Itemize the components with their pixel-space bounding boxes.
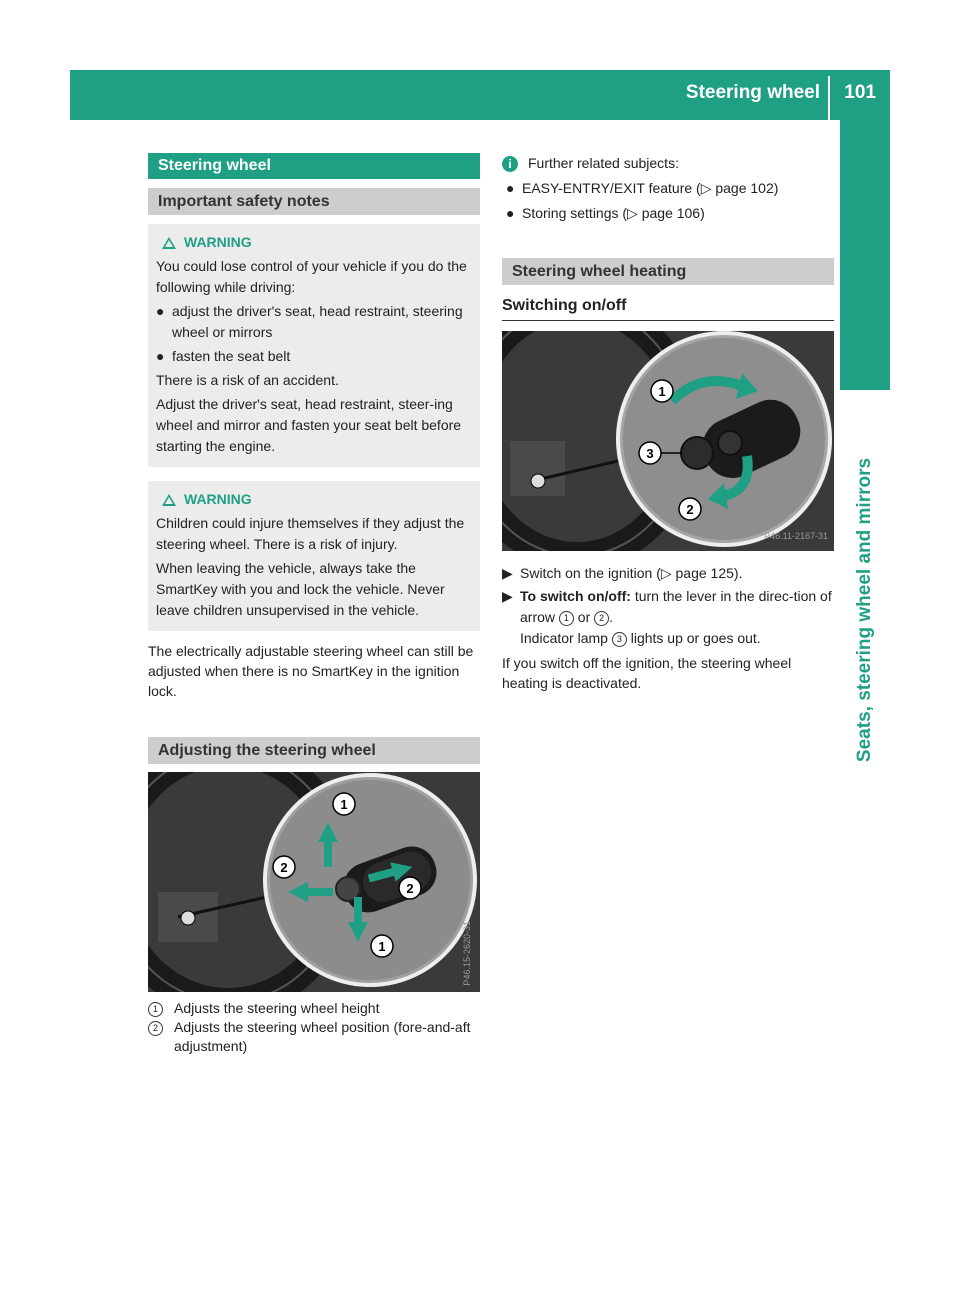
link-easy-entry[interactable]: EASY-ENTRY/EXIT feature (▷ page 102)	[522, 180, 779, 196]
svg-text:3: 3	[646, 446, 654, 461]
warning-text: When leaving the vehicle, always take the SmartKey with you and lock the vehicle. Never leave children unsupervised in the vehicle.	[156, 560, 445, 618]
final-text: If you switch off the ignition, the steering wheel heating is deactivated.	[502, 655, 792, 691]
callout-number: 3	[612, 632, 627, 647]
info-note	[502, 153, 834, 174]
heating-section-title: Steering wheel heating	[502, 258, 834, 285]
link-storing-settings[interactable]: Storing settings (▷ page 106)	[522, 205, 705, 221]
side-tab-marker	[840, 120, 890, 390]
heating-illustration	[502, 331, 834, 551]
bullet-icon: ●	[156, 303, 165, 319]
figure-code: P46.15-2620-31	[462, 921, 472, 986]
list-item: ● adjust the driver's seat, head restraint, steering wheel or mirrors	[156, 301, 472, 343]
step-item	[502, 563, 834, 584]
callout-number: 2	[148, 1021, 163, 1036]
figure-code: P46.11-2167-31	[764, 531, 828, 541]
step-arrow-icon: ▶	[502, 565, 513, 581]
svg-text:1: 1	[658, 384, 666, 399]
right-column	[502, 153, 834, 693]
header-separator	[828, 76, 830, 120]
bullet-icon: ●	[506, 180, 515, 196]
legend-item: 2 Adjusts the steering wheel position (fore-and-aft adjustment)	[148, 1018, 480, 1056]
callout-number: 1	[559, 611, 574, 626]
bullet-icon: ●	[506, 205, 515, 221]
page-number: 101	[844, 82, 876, 103]
warning-advice: Adjust the driver's seat, head restraint, steer-ing wheel and mirror and fasten your seat belt before starting the engine.	[156, 396, 462, 454]
svg-text:2: 2	[280, 860, 288, 875]
warning-risk: There is a risk of an accident.	[156, 372, 339, 388]
svg-text:1: 1	[340, 797, 348, 812]
warning-icon	[162, 237, 176, 249]
header-title: Steering wheel	[685, 82, 820, 103]
step-arrow-icon: ▶	[502, 588, 513, 604]
list-item	[502, 203, 834, 224]
warning-box-2	[148, 481, 480, 631]
bullet-icon: ●	[156, 348, 165, 364]
warning-label: WARNING	[184, 234, 252, 250]
callout-number: 1	[148, 1002, 163, 1017]
adjust-steering-figure	[148, 772, 480, 992]
list-item	[502, 178, 834, 199]
body-text: The electrically adjustable steering wheel can still be adjusted when there is no SmartKey in the ignition lock.	[148, 643, 474, 699]
left-column	[148, 153, 480, 1056]
svg-text:2: 2	[406, 881, 414, 896]
heating-figure	[502, 331, 834, 551]
warning-icon	[162, 494, 176, 506]
adjust-section-title: Adjusting the steering wheel	[148, 737, 480, 764]
list-item: ● fasten the seat belt	[156, 346, 472, 367]
svg-text:1: 1	[378, 939, 386, 954]
warning-intro: You could lose control of your vehicle if you do the following while driving:	[156, 258, 467, 295]
switch-title: Switching on/off	[502, 295, 834, 321]
side-tab-label-box	[842, 420, 888, 800]
step-item: ▶ To switch on/off: turn the lever in the direc-tion of arrow 1 or 2 . Indicator lamp 3 lights up or goes out.	[502, 586, 834, 649]
info-title: Further related subjects:	[528, 155, 679, 171]
header-bar	[70, 70, 890, 120]
adjust-steering-illustration	[148, 772, 480, 992]
svg-text:2: 2	[686, 502, 694, 517]
section-title: Steering wheel	[148, 153, 480, 179]
warning-label: WARNING	[184, 491, 252, 507]
warning-text: Children could injure themselves if they adjust the steering wheel. There is a risk of injury.	[156, 515, 465, 552]
callout-number: 2	[594, 611, 609, 626]
warning-box-1	[148, 224, 480, 467]
subsection-title: Important safety notes	[148, 188, 480, 215]
side-tab-label: Seats, steering wheel and mirrors	[854, 457, 875, 763]
info-icon: i	[502, 156, 518, 172]
link-ignition-page[interactable]: Switch on the ignition (▷ page 125).	[520, 565, 743, 581]
legend-item: 1 Adjusts the steering wheel height	[148, 999, 480, 1018]
